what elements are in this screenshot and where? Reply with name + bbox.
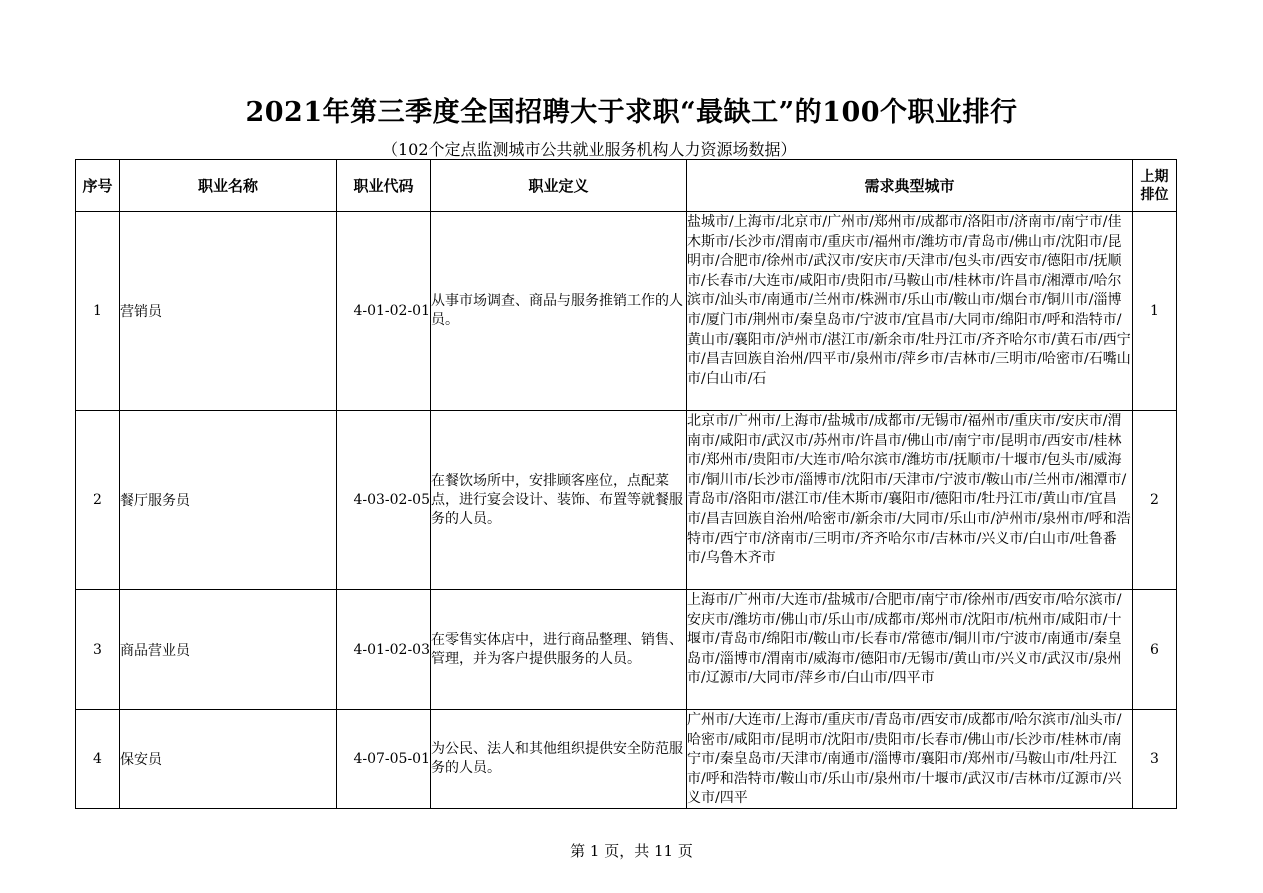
header-no: 序号: [76, 160, 120, 212]
cities-text: 盐城市/上海市/北京市/广州市/郑州市/成都市/洛阳市/济南市/南宁市/佳木斯市/长沙市/渭南市/重庆市/福州市/潍坊市/青岛市/佛山市/沈阳市/昆明市/合肥市/徐州市/武汉市/安庆市/天津市/包头市/西安市/德阳市/抚顺市/长春市/大连市/咸阳市/贵阳市/马鞍山市/桂林市/许昌市/湘潭市/哈尔滨市/汕头市/南通市/兰州市/株洲市/乐山市/鞍山市/烟台市/铜川市/淄博市/厦门市/荆州市/秦皇岛市/宁波市/宜昌市/大同市/绵阳市/呼和浩特市/黄山市/襄阳市/泸州市/湛江市/新余市/牡丹江市/齐齐哈尔市/黄石市/西宁市/昌吉回族自治州/四平市/泉州市/萍乡市/吉林市/三明市/哈密市/石嘴山市/白山市/石: [687, 214, 1131, 387]
cities-text: 北京市/广州市/上海市/盐城市/成都市/无锡市/福州市/重庆市/安庆市/渭南市/咸阳市/武汉市/苏州市/许昌市/佛山市/南宁市/昆明市/西安市/桂林市/郑州市/贵阳市/大连市/哈尔滨市/潍坊市/抚顺市/十堰市/包头市/威海市/铜川市/长沙市/淄博市/沈阳市/天津市/宁波市/鞍山市/兰州市/湘潭市/青岛市/洛阳市/湛江市/佳木斯市/襄阳市/德阳市/牡丹江市/黄山市/宜昌市/昌吉回族自治州/哈密市/新余市/大同市/乐山市/泸州市/泉州市/呼和浩特市/西宁市/济南市/三明市/齐齐哈尔市/吉林市/兴义市/白山市/吐鲁番市/乌鲁木齐市: [687, 413, 1131, 567]
header-code: 职业代码: [337, 160, 431, 212]
cell-no: 4: [76, 710, 120, 809]
cell-name: 餐厅服务员: [120, 411, 337, 590]
header-definition: 职业定义: [431, 160, 687, 212]
cell-name: 商品营业员: [120, 590, 337, 710]
table-header-row: [76, 160, 1177, 212]
table-row: [76, 710, 1177, 809]
cell-no: 3: [76, 590, 120, 710]
cell-prev-rank: 6: [1133, 590, 1177, 710]
page-footer: 第 1 页，共 11 页: [570, 842, 693, 860]
cell-name: 营销员: [120, 212, 337, 411]
cell-definition: 为公民、法人和其他组织提供安全防范服务的人员。: [431, 710, 687, 809]
document-subtitle: （102个定点监测城市公共就业服务机构人力资源场数据）: [382, 140, 797, 159]
cell-definition: 从事市场调查、商品与服务推销工作的人员。: [431, 212, 687, 411]
cell-prev-rank: 3: [1133, 710, 1177, 809]
cell-cities: [687, 411, 1133, 590]
cell-code: 4-07-05-01: [337, 710, 431, 809]
cell-prev-rank: 2: [1133, 411, 1177, 590]
cities-text: 广州市/大连市/上海市/重庆市/青岛市/西安市/成都市/哈尔滨市/汕头市/哈密市/咸阳市/昆明市/沈阳市/贵阳市/长春市/佛山市/长沙市/桂林市/南宁市/秦皇岛市/天津市/南通市/淄博市/襄阳市/郑州市/马鞍山市/牡丹江市/呼和浩特市/鞍山市/乐山市/泉州市/十堰市/武汉市/吉林市/辽源市/兴义市/四平: [687, 712, 1122, 807]
table-row: [76, 590, 1177, 710]
table-row: [76, 212, 1177, 411]
table-row: [76, 411, 1177, 590]
cell-definition: 在零售实体店中，进行商品整理、销售、管理，并为客户提供服务的人员。: [431, 590, 687, 710]
cell-cities: [687, 212, 1133, 411]
header-prev-rank: 上期 排位: [1133, 160, 1177, 212]
cell-no: 2: [76, 411, 120, 590]
cell-definition: 在餐饮场所中，安排顾客座位，点配菜点，进行宴会设计、装饰、布置等就餐服务的人员。: [431, 411, 687, 590]
cell-cities: [687, 710, 1133, 809]
cell-name: 保安员: [120, 710, 337, 809]
cell-code: 4-01-02-01: [337, 212, 431, 411]
cell-prev-rank: 1: [1133, 212, 1177, 411]
header-cities: 需求典型城市: [687, 160, 1133, 212]
cell-code: 4-03-02-05: [337, 411, 431, 590]
cities-text: 上海市/广州市/大连市/盐城市/合肥市/南宁市/徐州市/西安市/哈尔滨市/安庆市/潍坊市/佛山市/乐山市/成都市/郑州市/沈阳市/杭州市/咸阳市/十堰市/青岛市/绵阳市/鞍山市/长春市/常德市/铜川市/宁波市/南通市/秦皇岛市/淄博市/渭南市/威海市/德阳市/无锡市/黄山市/兴义市/武汉市/泉州市/辽源市/大同市/萍乡市/白山市/四平市: [687, 592, 1122, 687]
occupation-table: [75, 159, 1177, 809]
document-title: 2021年第三季度全国招聘大于求职“最缺工”的100个职业排行: [245, 97, 1018, 128]
cell-no: 1: [76, 212, 120, 411]
header-name: 职业名称: [120, 160, 337, 212]
cell-cities: [687, 590, 1133, 710]
cell-code: 4-01-02-03: [337, 590, 431, 710]
